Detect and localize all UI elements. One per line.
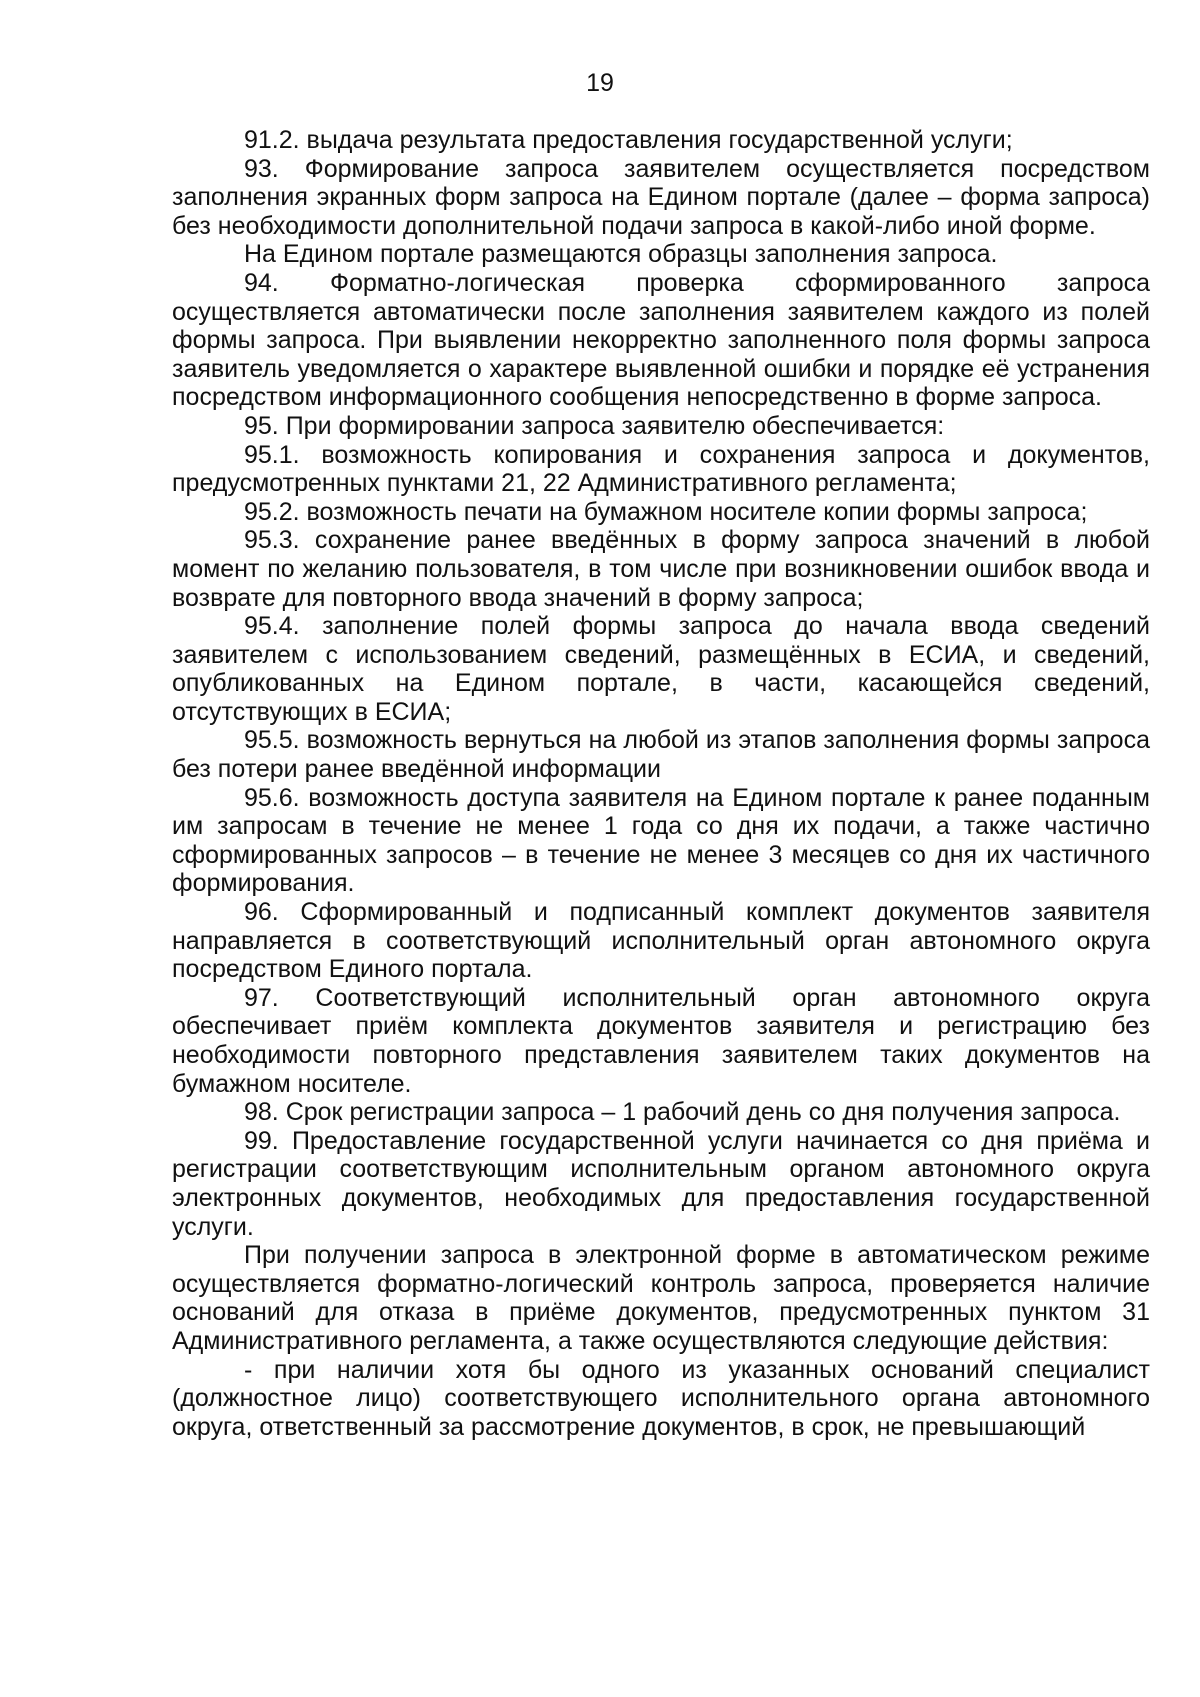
paragraph-list-item: - при наличии хотя бы одного из указанных оснований специалист (должностное лицо) соответствующего исполнительного органа автономного округа, ответственный за рассмотрение документов, в срок, не превышающий xyxy=(172,1355,1150,1441)
paragraph-95-5: 95.5. возможность вернуться на любой из этапов заполнения формы запроса без потери ранее введённой информации xyxy=(172,726,1150,784)
paragraph-93: 93. Формирование запроса заявителем осуществляется посредством заполнения экранных форм запроса на Едином портале (далее – форма запроса) без необходимости дополнительной подачи запроса в какой-либо иной форме. xyxy=(172,154,1150,240)
paragraph-95-1: 95.1. возможность копирования и сохранения запроса и документов, предусмотренных пунктами 21, 22 Административного регламента; xyxy=(172,440,1150,498)
paragraph-97: 97. Соответствующий исполнительный орган автономного округа обеспечивает приём комплекта документов заявителя и регистрацию без необходимости повторного представления заявителем таких документов на бумажном носителе. xyxy=(172,983,1150,1098)
paragraph-95-6: 95.6. возможность доступа заявителя на Едином портале к ранее поданным им запросам в течение не менее 1 года со дня их подачи, а также частично сформированных запросов – в течение не менее 3 месяцев со дня их частичного формирования. xyxy=(172,783,1150,898)
paragraph-samples: На Едином портале размещаются образцы заполнения запроса. xyxy=(244,240,998,269)
paragraph-99: 99. Предоставление государственной услуги начинается со дня приёма и регистрации соответствующим исполнительным органом автономного округа электронных документов, необходимых для предоставления государственной услуги. xyxy=(172,1126,1150,1241)
paragraph-94: 94. Форматно-логическая проверка сформированного запроса осуществляется автоматически после заполнения заявителем каждого из полей формы запроса. При выявлении некорректно заполненного поля формы запроса заявитель уведомляется о характере выявленной ошибки и порядке её устранения посредством информационного сообщения непосредственно в форме запроса. xyxy=(172,268,1150,412)
paragraph-98: 98. Срок регистрации запроса – 1 рабочий день со дня получения запроса. xyxy=(244,1098,1121,1127)
paragraph-electronic-request: При получении запроса в электронной форме в автоматическом режиме осуществляется форматно-логический контроль запроса, проверяется наличие оснований для отказа в приёме документов, предусмотренных пунктом 31 Административного регламента, а также осуществляются следующие действия: xyxy=(172,1241,1150,1355)
paragraph-95-2: 95.2. возможность печати на бумажном носителе копии формы запроса; xyxy=(244,497,1088,526)
paragraph-91-2: 91.2. выдача результата предоставления государственной услуги; xyxy=(244,126,1013,154)
paragraph-95-3: 95.3. сохранение ранее введённых в форму запроса значений в любой момент по желанию пользователя, в том числе при возникновении ошибок ввода и возврате для повторного ввода значений в форму запроса; xyxy=(172,526,1150,612)
paragraph-96: 96. Сформированный и подписанный комплект документов заявителя направляется в соответствующий исполнительный орган автономного округа посредством Единого портала. xyxy=(172,898,1150,984)
paragraph-95-4: 95.4. заполнение полей формы запроса до начала ввода сведений заявителем с использованием сведений, размещённых в ЕСИА, и сведений, опубликованных на Едином портале, в части, касающейся сведений, отсутствующих в ЕСИА; xyxy=(172,612,1150,726)
paragraph-95: 95. При формировании запроса заявителю обеспечивается: xyxy=(244,411,945,440)
document-body xyxy=(172,126,1150,1441)
page-number: 19 xyxy=(586,69,614,97)
